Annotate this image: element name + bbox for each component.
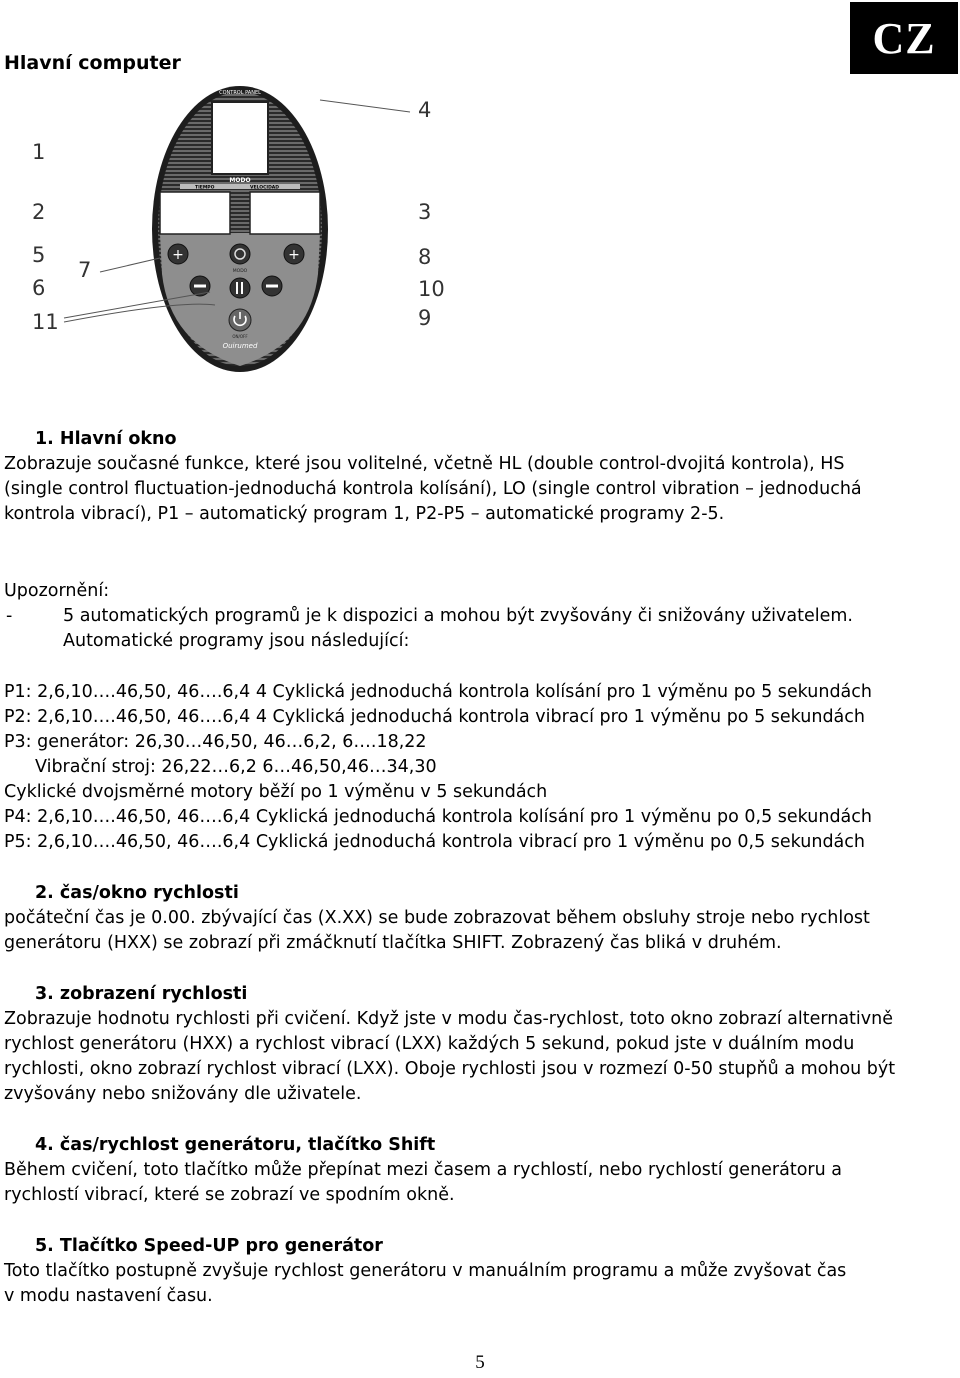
program-p3-vibration: Vibrační stroj: 26,22…6,2 6…46,50,46…34,30: [35, 757, 437, 777]
section-1-line-2: (single control fluctuation-jednoduchá kontrola kolísání), LO (single control vibration – jednoduchá: [4, 479, 862, 499]
document-title: Hlavní computer: [4, 52, 181, 74]
section-5-line-2: v modu nastavení času.: [4, 1286, 213, 1306]
callout-lines: [0, 0, 960, 380]
section-2-line-2: generátoru (HXX) se zobrazí při zmáčknutí tlačítka SHIFT. Zobrazený čas bliká v druhém.: [4, 933, 782, 953]
velocidad-label: VELOCIDAD: [250, 185, 280, 191]
section-1-line-1: Zobrazuje současné funkce, které jsou volitelné, včetně HL (double control-dvojitá kontrola), HS: [4, 454, 845, 474]
callout-9: 9: [418, 306, 432, 330]
note-line-1: 5 automatických programů je k dispozici a mohou být zvyšovány či snižovány uživatelem.: [63, 606, 853, 626]
svg-text:+: +: [172, 247, 184, 263]
program-p2: P2: 2,6,10….46,50, 46….6,4 4 Cyklická jednoduchá kontrola vibrací pro 1 výměnu po 5 sekundách: [4, 707, 865, 727]
section-4-heading: 4. čas/rychlost generátoru, tlačítko Shift: [35, 1135, 436, 1155]
svg-text:+: +: [288, 247, 300, 263]
program-p3: P3: generátor: 26,30…46,50, 46…6,2, 6….18,22: [4, 732, 427, 752]
section-5-heading: 5. Tlačítko Speed-UP pro generátor: [35, 1236, 383, 1256]
callout-1: 1: [32, 140, 46, 164]
callout-8: 8: [418, 245, 432, 269]
callout-10: 10: [418, 277, 445, 301]
section-3-heading: 3. zobrazení rychlosti: [35, 984, 248, 1004]
callout-7: 7: [78, 258, 92, 282]
program-p4: P4: 2,6,10….46,50, 46….6,4 Cyklická jednoduchá kontrola kolísání pro 1 výměnu po 0,5 sekundách: [4, 807, 872, 827]
modo-small-label: MODO: [232, 269, 248, 274]
note-line-2: Automatické programy jsou následující:: [63, 631, 410, 651]
note-dash: -: [6, 606, 13, 626]
section-4-line-1: Během cvičení, toto tlačítko může přepínat mezi časem a rychlostí, nebo rychlostí generátoru a: [4, 1160, 842, 1180]
program-p3-note: Cyklické dvojsměrné motory běží po 1 výměnu v 5 sekundách: [4, 782, 548, 802]
onoff-label: ON/OFF: [232, 334, 248, 339]
section-1-line-3: kontrola vibrací), P1 – automatický program 1, P2-P5 – automatické programy 2-5.: [4, 504, 725, 524]
section-3-line-1: Zobrazuje hodnotu rychlosti při cvičení. Když jste v modu čas-rychlost, toto okno zobrazí alternativně: [4, 1009, 893, 1029]
callout-5: 5: [32, 243, 46, 267]
tiempo-label: TIEMPO: [195, 185, 215, 191]
callout-6: 6: [32, 276, 46, 300]
brand-logo: Ouirumed: [222, 342, 258, 350]
note-heading: Upozornění:: [4, 581, 110, 601]
callout-4: 4: [418, 98, 432, 122]
program-p1: P1: 2,6,10….46,50, 46….6,4 4 Cyklická jednoduchá kontrola kolísání pro 1 výměnu po 5 sekundách: [4, 682, 872, 702]
language-badge: CZ: [850, 2, 958, 74]
panel-top-label: CONTROL PANEL: [219, 90, 261, 96]
section-3-line-3: rychlosti, okno zobrazí rychlost vibrací (LXX). Oboje rychlosti jsou v rozmezí 0-50 stupňů a mohou být: [4, 1059, 896, 1079]
section-2-line-1: počáteční čas je 0.00. zbývající čas (X.XX) se bude zobrazovat během obsluhy stroje nebo rychlost: [4, 908, 870, 928]
modo-label: MODO: [229, 177, 251, 184]
section-1-heading: 1. Hlavní okno: [35, 429, 177, 449]
program-p5: P5: 2,6,10….46,50, 46….6,4 Cyklická jednoduchá kontrola vibrací pro 1 výměnu po 0,5 sekundách: [4, 832, 865, 852]
callout-11: 11: [32, 310, 59, 334]
section-3-line-2: rychlost generátoru (HXX) a rychlost vibrací (LXX) každých 5 sekund, pokud jste v duálním modu: [4, 1034, 855, 1054]
section-2-heading: 2. čas/okno rychlosti: [35, 883, 239, 903]
section-4-line-2: rychlostí vibrací, které se zobrazí ve spodním okně.: [4, 1185, 455, 1205]
page-number: 5: [475, 1352, 485, 1373]
section-3-line-4: zvyšovány nebo snižovány dle uživatele.: [4, 1084, 362, 1104]
section-5-line-1: Toto tlačítko postupně zvyšuje rychlost generátoru v manuálním programu a může zvyšovat čas: [4, 1261, 847, 1281]
callout-2: 2: [32, 200, 46, 224]
callout-3: 3: [418, 200, 432, 224]
